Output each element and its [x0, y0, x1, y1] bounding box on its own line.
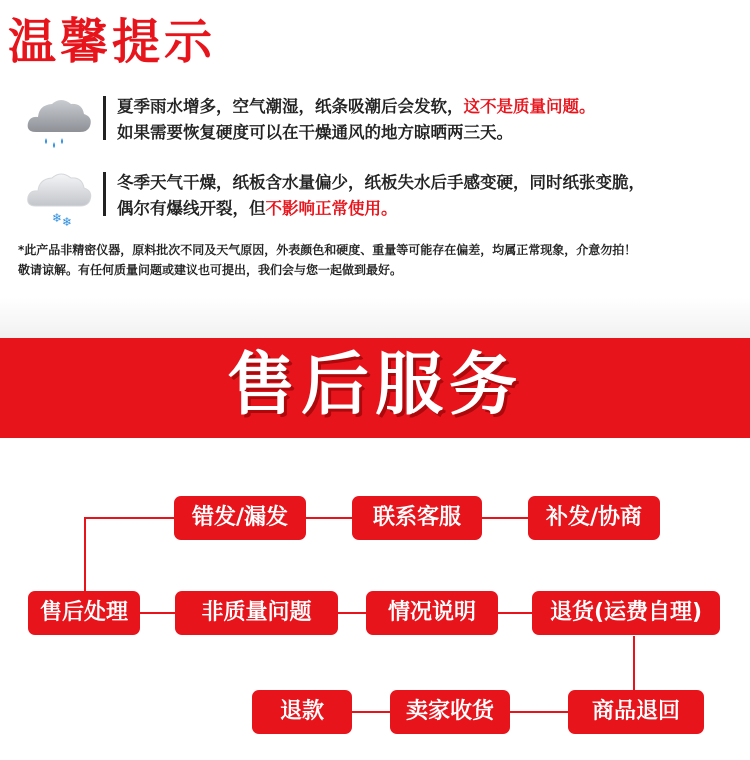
- tips-title: 温馨提示: [8, 14, 217, 70]
- summer-tip-line2: 如果需要恢复硬度可以在干燥通风的地方晾晒两三天。: [117, 123, 513, 142]
- flow-step-refund: 退款: [252, 690, 352, 734]
- disclaimer-line2: 敬请谅解。有任何质量问题或建议也可提出，我们会与您一起做到最好。: [18, 263, 403, 277]
- flow-step-wrong-shipment: 错发/漏发: [174, 496, 306, 540]
- flow-step-start: 售后处理: [28, 591, 140, 635]
- svg-text:❄: ❄: [62, 215, 73, 228]
- flow-step-item-returned: 商品退回: [568, 690, 704, 734]
- summer-tip-highlight: 这不是质量问题。: [463, 97, 596, 116]
- flow-step-reship-negotiate: 补发/协商: [528, 496, 660, 540]
- service-title: 售后服务: [226, 346, 523, 425]
- summer-tip-text: 夏季雨水增多，空气潮湿，纸条吸潮后会发软，: [117, 97, 464, 116]
- disclaimer-line1: *此产品非精密仪器，原料批次不同及天气原因，外表颜色和硬度、重量等可能存在偏差，均属正常现象，介意勿拍！: [18, 243, 637, 257]
- flow-step-explain: 情况说明: [366, 591, 498, 635]
- flow-step-non-quality: 非质量问题: [175, 591, 338, 635]
- flow-step-contact-support: 联系客服: [352, 496, 482, 540]
- winter-tip-line1: 冬季天气干燥，纸板含水量偏少，纸板失水后手感变硬，同时纸张变脆，: [117, 173, 645, 192]
- svg-text:❄: ❄: [52, 211, 63, 225]
- flow-step-return-goods: 退货(运费自理): [532, 591, 720, 635]
- winter-tip-text: 偶尔有爆线开裂，但: [117, 199, 266, 218]
- winter-tip-highlight: 不影响正常使用。: [265, 199, 398, 218]
- flow-step-seller-receives: 卖家收货: [390, 690, 510, 734]
